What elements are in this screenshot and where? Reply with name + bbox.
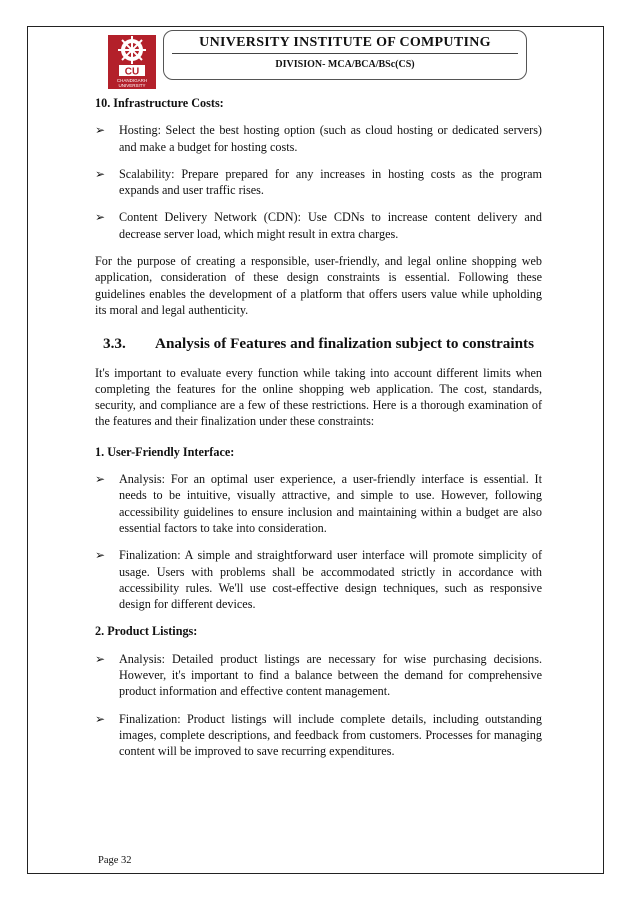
bullet-listings-analysis — [95, 651, 542, 700]
bullet-text: Content Delivery Network (CDN): Use CDNs to increase content delivery and decrease server load, which might result in extra charges. — [119, 210, 542, 241]
arrow-bullet-icon: ➢ — [95, 123, 106, 138]
bullet-text: Analysis: For an optimal user experience, a user-friendly interface is essential. It needs to be intuitive, visually attractive, and simple to use. However, following accessibility guidelines to ensure inclusion and maintaining within a budget are also essential factors to take into consideration. — [119, 472, 542, 535]
bullet-scalability — [95, 166, 542, 199]
page-content — [95, 95, 542, 771]
bullet-hosting — [95, 122, 542, 155]
arrow-bullet-icon: ➢ — [95, 472, 106, 487]
header-divider — [172, 53, 518, 54]
arrow-bullet-icon: ➢ — [95, 651, 106, 666]
bullet-ui-finalization — [95, 547, 542, 612]
header-title: UNIVERSITY INSTITUTE OF COMPUTING — [199, 35, 491, 50]
bullet-text: Hosting: Select the best hosting option (such as cloud hosting or dedicated servers) and make a budget for hosting costs. — [119, 123, 542, 154]
bullet-text: Analysis: Detailed product listings are necessary for wise purchasing decisions. However, it's important to find a balance between the demand for comprehensive product information and effective content management. — [119, 651, 542, 699]
item-1-heading: 1. User-Friendly Interface: — [95, 444, 235, 459]
header-box — [163, 30, 527, 80]
bullet-listings-finalization — [95, 711, 542, 760]
university-logo — [108, 35, 156, 89]
section-10-paragraph: For the purpose of creating a responsible, user-friendly, and legal online shopping web application, consideration of these design constraints is essential. Following these guidelines enables the development of a platform that offers users value while upholding its moral and legal authenticity. — [95, 254, 542, 317]
arrow-bullet-icon: ➢ — [95, 548, 106, 563]
bullet-text: Scalability: Prepare prepared for any increases in hosting costs as the program expands and user traffic rises. — [119, 166, 542, 198]
header-subtitle: DIVISION- MCA/BCA/BSc(CS) — [275, 59, 415, 70]
section-10-heading: 10. Infrastructure Costs: — [95, 96, 224, 110]
item-2-heading: 2. Product Listings: — [95, 624, 198, 639]
bullet-ui-analysis — [95, 471, 542, 536]
arrow-bullet-icon: ➢ — [95, 210, 106, 225]
bullet-text: Finalization: Product listings will include complete details, including outstanding images, complete descriptions, and feedback from customers. Processes for managing content will be improved to save recurring expenditures. — [119, 711, 542, 759]
logo-caption-1: CHANDIGARH — [116, 78, 148, 83]
section-3-3-intro: It's important to evaluate every function while taking into account different limits when completing the features for the online shopping web application. The cost, standards, security, and compliance are a few of these restrictions. Here is a thorough examination of the features and their finalization under these constraints: — [95, 365, 542, 429]
section-title: Analysis of Features and finalization subject to constraints — [155, 335, 534, 353]
logo-text: CU — [124, 66, 140, 78]
section-3-3-heading — [103, 336, 542, 352]
arrow-bullet-icon: ➢ — [95, 711, 106, 726]
bullet-text: Finalization: A simple and straightforward user interface will promote simplicity of usage. Users with problems shall be accommodated strictly in accordance with accessibility rules. We'll use cost-effective design techniques, such as responsive design for different devices. — [119, 548, 542, 612]
page-number: Page 32 — [98, 855, 132, 866]
logo-caption-2: UNIVERSITY — [118, 83, 146, 88]
arrow-bullet-icon: ➢ — [95, 166, 106, 181]
bullet-cdn — [95, 209, 542, 242]
section-number: 3.3. — [103, 335, 126, 353]
